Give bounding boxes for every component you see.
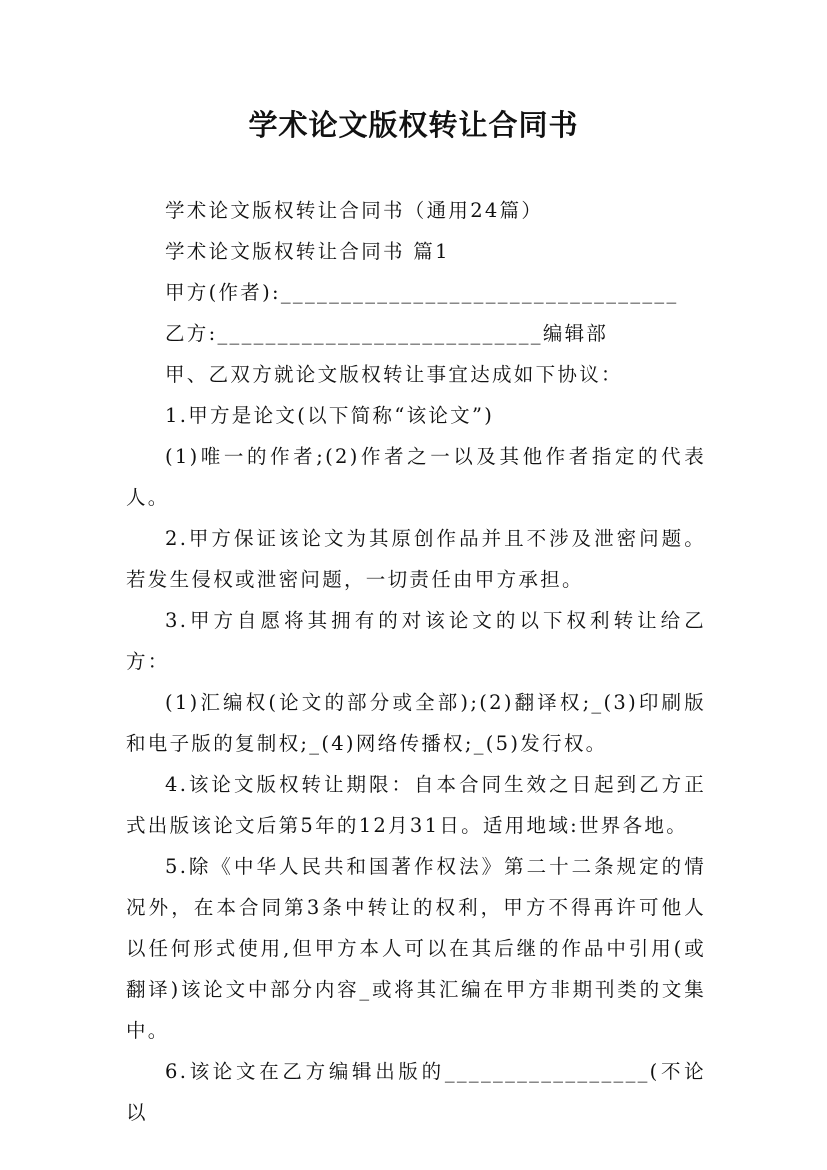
paragraph-subtitle: 学术论文版权转让合同书（通用24篇） <box>165 199 544 222</box>
paragraph-clause-1: 1.甲方是论文(以下简称“该论文”) <box>165 404 495 427</box>
paragraph-clause-5: 5.除《中华人民共和国著作权法》第二十二条规定的情况外，在本合同第3条中转让的权利，甲方不得再许可他人以任何形式使用,但甲方本人可以在其后继的作品中引用(或翻译)该论文中部分内容_或将其汇编在甲方非期刊类的文集中。 <box>126 855 706 1042</box>
paragraph-clause-1-detail: (1)唯一的作者;(2)作者之一以及其他作者指定的代表人。 <box>126 445 706 509</box>
paragraph-party-a: 甲方(作者):_________________________________ <box>165 281 679 304</box>
paragraph-agreement-intro: 甲、乙双方就论文版权转让事宜达成如下协议： <box>165 363 623 386</box>
paragraph-section-heading: 学术论文版权转让合同书 篇1 <box>165 240 450 263</box>
paragraph-party-b: 乙方:___________________________编辑部 <box>165 322 609 345</box>
paragraph-clause-6: 6.该论文在乙方编辑出版的_________________(不论以 <box>126 1060 706 1124</box>
paragraph-clause-2: 2.甲方保证该论文为其原创作品并且不涉及泄密问题。若发生侵权或泄密问题，一切责任由甲方承担。 <box>126 527 706 591</box>
paragraph-clause-3-detail: (1)汇编权(论文的部分或全部);(2)翻译权;_(3)印刷版和电子版的复制权;_(4)网络传播权;_(5)发行权。 <box>126 691 706 755</box>
document-body <box>126 190 706 1133</box>
paragraph-clause-4: 4.该论文版权转让期限：自本合同生效之日起到乙方正式出版该论文后第5年的12月31日。适用地域:世界各地。 <box>126 773 706 837</box>
paragraph-clause-3: 3.甲方自愿将其拥有的对该论文的以下权利转让给乙方： <box>126 609 706 673</box>
document-title: 学术论文版权转让合同书 <box>248 108 579 142</box>
